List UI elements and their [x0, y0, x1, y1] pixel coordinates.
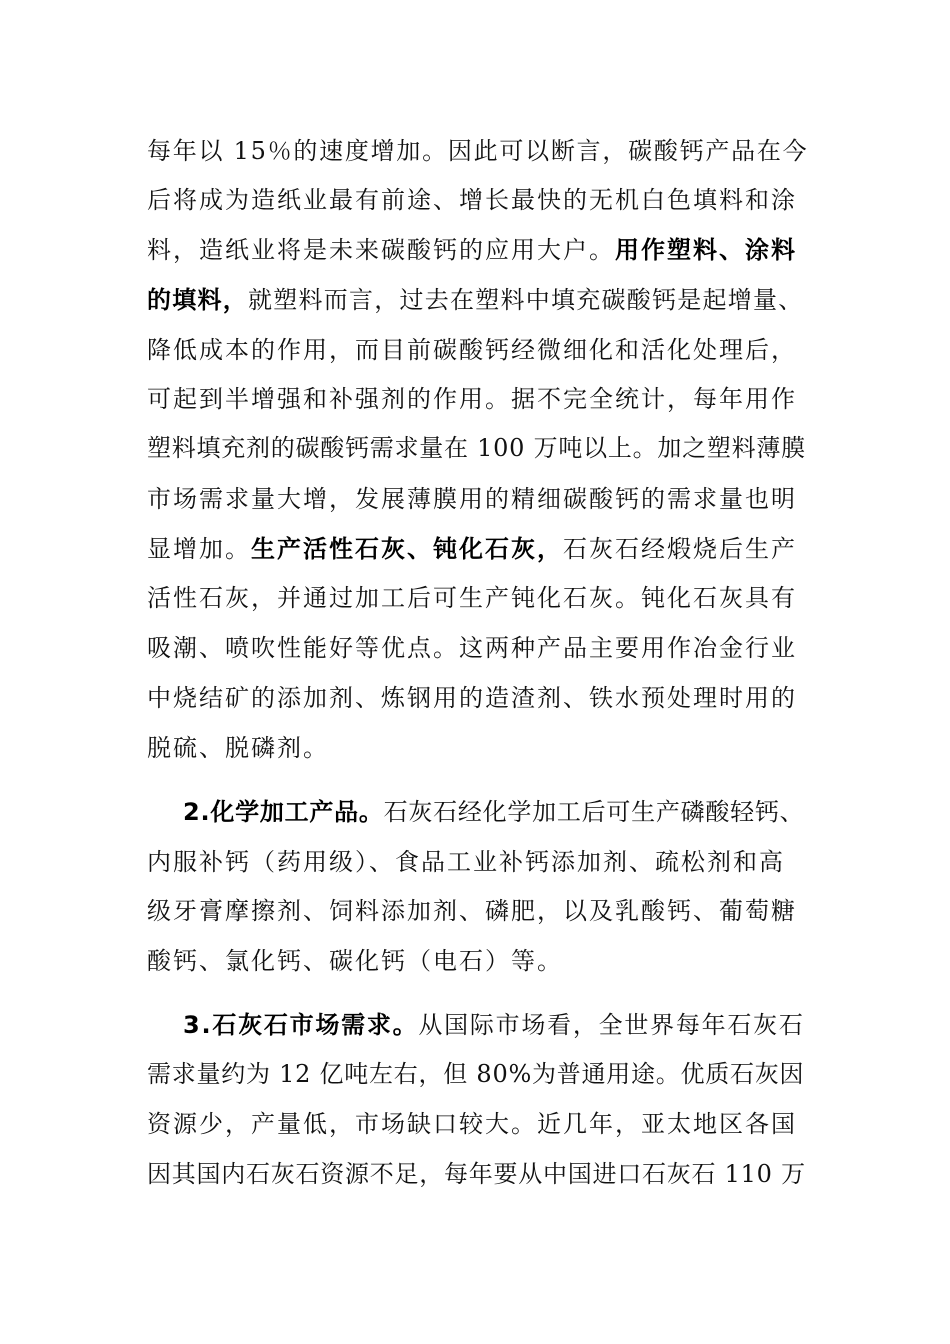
text-line [147, 384, 797, 414]
text-segment: 脱硫、脱磷剂。 [147, 734, 329, 762]
text-segment: 从国际市场看，全世界每年石灰石 [418, 1011, 805, 1039]
text-line [147, 1109, 797, 1139]
text-segment: 每年以 15％的速度增加。因此可以断言，碳酸钙产品在今 [147, 137, 809, 165]
bold-heading: 用作塑料、涂料 [615, 236, 797, 264]
text-segment: 资源少，产量低，市场缺口较大。近几年，亚太地区各国 [147, 1110, 797, 1138]
text-segment: 活性石灰，并通过加工后可生产钝化石灰。钝化石灰具有 [147, 584, 797, 612]
text-segment: 石灰石经煅烧后生产 [563, 535, 797, 563]
text-line [147, 136, 808, 166]
bold-heading: 2.化学加工产品。 [183, 798, 384, 826]
text-line [147, 683, 797, 713]
text-line [147, 896, 797, 926]
text-line [147, 1059, 804, 1089]
text-line [147, 285, 804, 315]
text-line [147, 847, 785, 877]
text-segment: 料，造纸业将是未来碳酸钙的应用大户。 [147, 236, 615, 264]
text-line [147, 946, 563, 976]
text-segment: 塑料填充剂的碳酸钙需求量在 100 万吨以上。加之塑料薄膜 [147, 434, 806, 462]
text-segment: 后将成为造纸业最有前途、增长最快的无机白色填料和涂 [147, 186, 797, 214]
text-segment: 中烧结矿的添加剂、炼钢用的造渣剂、铁水预处理时用的 [147, 684, 797, 712]
text-segment: 酸钙、氯化钙、碳化钙（电石）等。 [147, 947, 563, 975]
text-line [147, 335, 797, 365]
text-segment: 需求量约为 12 亿吨左右，但 80%为普通用途。优质石灰因 [147, 1060, 805, 1088]
text-line [147, 1159, 806, 1189]
text-segment: 就塑料而言，过去在塑料中填充碳酸钙是起增量、 [248, 286, 804, 314]
text-line [147, 185, 797, 215]
bold-heading: 的填料， [147, 286, 248, 314]
text-segment: 吸潮、喷吹性能好等优点。这两种产品主要用作冶金行业 [147, 634, 797, 662]
text-line [147, 484, 797, 514]
text-line [147, 583, 797, 613]
text-segment: 降低成本的作用，而目前碳酸钙经微细化和活化处理后， [147, 336, 797, 364]
text-segment: 石灰石经化学加工后可生产磷酸轻钙、 [383, 798, 805, 826]
text-segment: 因其国内石灰石资源不足，每年要从中国进口石灰石 110 万 [147, 1160, 806, 1188]
text-line [183, 1010, 805, 1040]
text-line [147, 534, 797, 564]
bold-heading: 生产活性石灰、钝化石灰， [251, 535, 563, 563]
bold-heading: 3.石灰石市场需求。 [183, 1011, 419, 1039]
text-segment: 显增加。 [147, 535, 251, 563]
text-line [147, 235, 797, 265]
text-line [147, 433, 806, 463]
text-line [183, 797, 804, 827]
text-segment: 可起到半增强和补强剂的作用。据不完全统计，每年用作 [147, 385, 797, 413]
text-line [147, 733, 329, 763]
text-segment: 内服补钙（药用级）、食品工业补钙添加剂、疏松剂和高 [147, 848, 785, 876]
text-line [147, 633, 797, 663]
text-segment: 级牙膏摩擦剂、饲料添加剂、磷肥，以及乳酸钙、葡萄糖 [147, 897, 797, 925]
text-segment: 市场需求量大增，发展薄膜用的精细碳酸钙的需求量也明 [147, 485, 797, 513]
